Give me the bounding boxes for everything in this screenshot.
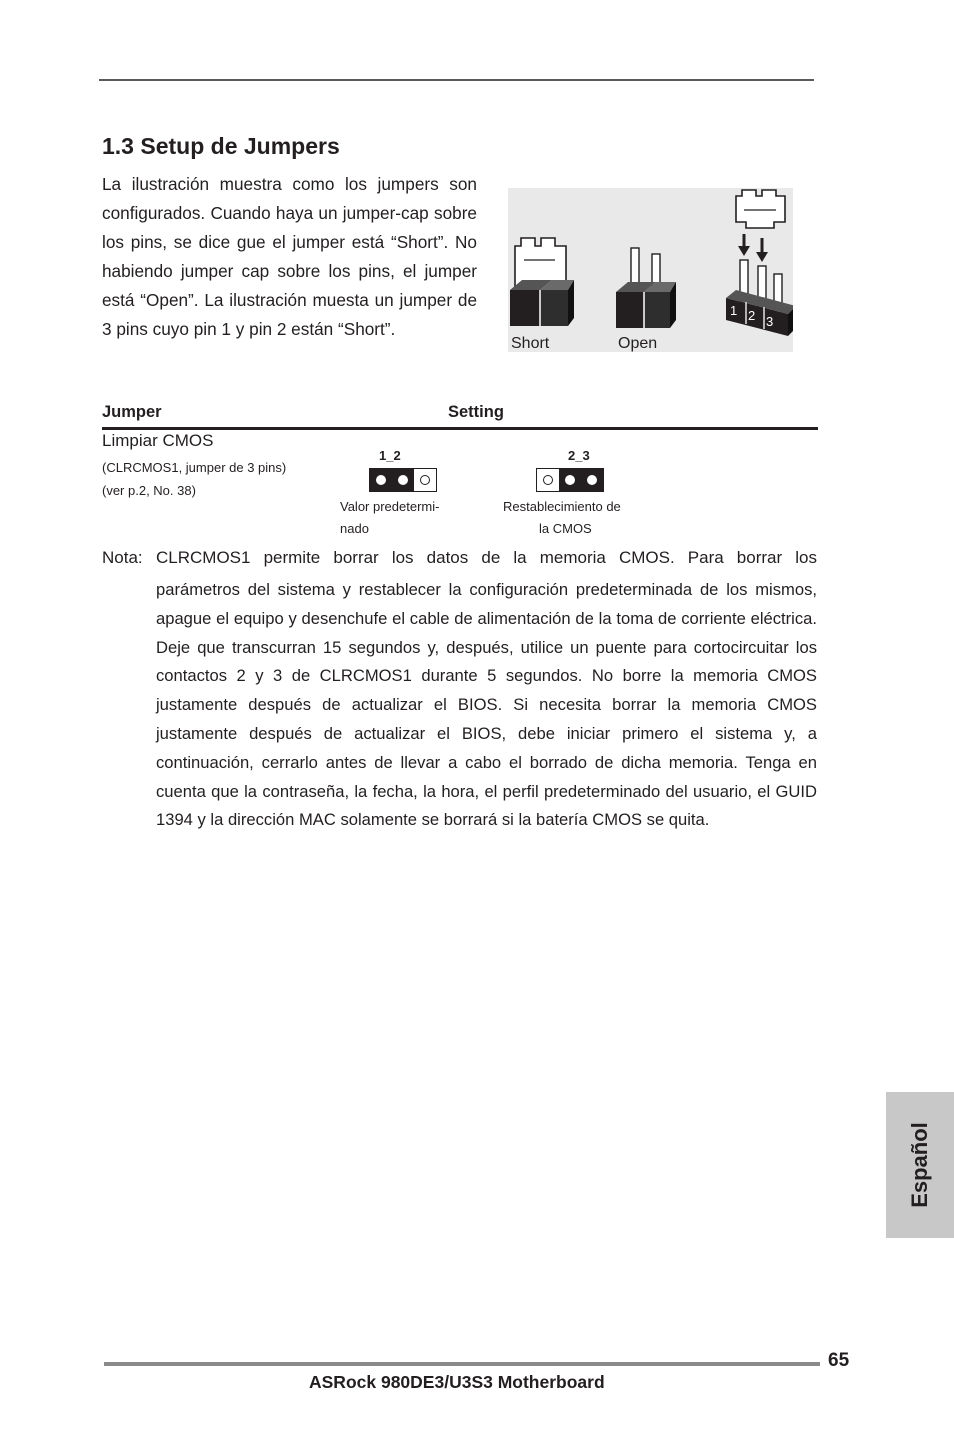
- header-rule: [99, 79, 814, 81]
- open-jumper-drawing: [616, 248, 676, 328]
- language-tab: [886, 1092, 954, 1238]
- pin-3-open: [414, 469, 436, 491]
- pin-number-1: 1: [730, 303, 738, 318]
- open-label: Open: [618, 335, 658, 352]
- pin-number-3: 3: [766, 314, 774, 329]
- pin-2-shorted: [559, 469, 581, 491]
- pin-1-shorted: [370, 469, 392, 491]
- column-header-setting: Setting: [448, 403, 504, 421]
- pin-1-open: [537, 469, 559, 491]
- jumper-diagram: [508, 188, 793, 352]
- page-number: 65: [828, 1350, 850, 1371]
- column-header-jumper: Jumper: [102, 403, 162, 421]
- setting-label-1-2: 1_2: [379, 448, 401, 463]
- setting-caption-default-line1: Valor predetermi-: [340, 499, 440, 514]
- jumper-detail: (CLRCMOS1, jumper de 3 pins): [102, 460, 287, 475]
- intro-paragraph: La ilustración muestra como los jumpers son configurados. Cuando haya un jumper-cap sobre los pins, se dice gue el jumper está “Short”. No habiendo jumper cap sobre los pins, el jumper está “Open”. La ilustración muesta un jumper de 3 pins cuyo pin 1 y pin 2 están “Short”.: [102, 174, 477, 339]
- setting-caption-clear-line1: Restablecimiento de: [503, 499, 621, 514]
- note-first-line: CLRCMOS1 permite borrar los datos de la memoria CMOS. Para borrar los: [156, 548, 817, 567]
- pin-3-shorted: [581, 469, 603, 491]
- jumper-reference: (ver p.2, No. 38): [102, 483, 196, 498]
- footer-rule: [104, 1362, 820, 1366]
- setting-label-2-3: 2_3: [568, 448, 590, 463]
- section-title: 1.3 Setup de Jumpers: [102, 133, 340, 159]
- jumper-illustration: [508, 188, 793, 352]
- language-tab-label: Español: [907, 1122, 932, 1208]
- jumper-name: Limpiar CMOS: [102, 431, 214, 450]
- note-label: Nota:: [102, 548, 143, 567]
- setting-caption-clear-line2: la CMOS: [539, 521, 592, 536]
- pin-header-1-2: [369, 468, 437, 492]
- short-label: Short: [511, 335, 550, 352]
- footer-title: ASRock 980DE3/U3S3 Motherboard: [309, 1372, 605, 1392]
- pin-number-2: 2: [748, 308, 756, 323]
- pin-header-2-3: [536, 468, 604, 492]
- pin-2-shorted: [392, 469, 414, 491]
- table-header-rule: [102, 427, 818, 430]
- short-jumper-drawing: [510, 238, 574, 326]
- setting-caption-default-line2: nado: [340, 521, 369, 536]
- note-body: parámetros del sistema y restablecer la configuración predeterminada de los mismos, apague el equipo y desenchufe el cable de alimentación de la toma de corriente eléctrica. Deje que transcurran 15 segundos y, después, utilice un puente para cortocircuitar los contactos 2 y 3 de CLRCMOS1 durante 5 segundos. No borre la memoria CMOS justamente después de actualizar el BIOS. Si necesita borrar la memoria CMOS justamente después de actualizar el BIOS, debe iniciar primero el sistema y, a continuación, cerrarlo antes de llevar a cabo el borrado de dicha memoria. Tenga en cuenta que la contraseña, la fecha, la hora, el perfil predeterminado del usuario, el GUID 1394 y la dirección MAC solamente se borrará si la batería CMOS se quita.: [156, 580, 817, 830]
